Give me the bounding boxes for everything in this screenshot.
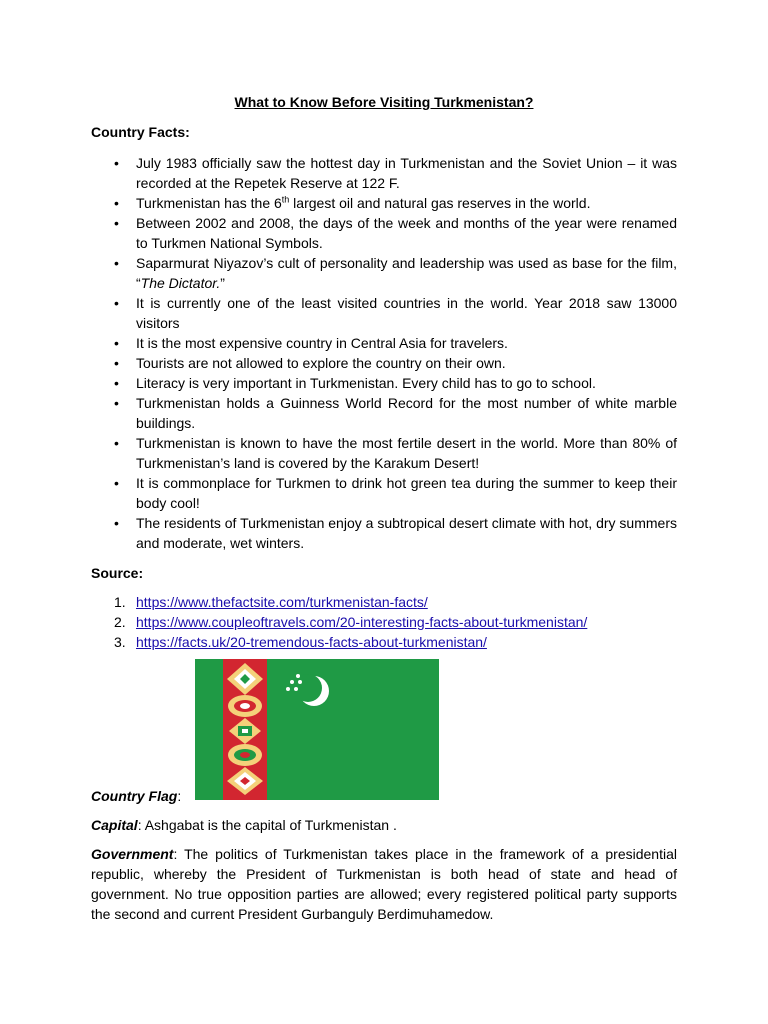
list-item: • It is the most expensive country in Central Asia for travelers.	[114, 335, 508, 351]
bullet: •	[114, 215, 119, 231]
list-item: • Literacy is very important in Turkmenistan. Every child has to go to school.	[114, 375, 596, 391]
government-label: Government	[91, 846, 174, 862]
list-item: 2. https://www.coupleoftravels.com/20-interesting-facts-about-turkmenistan/	[114, 614, 588, 630]
list-item: • It is currently one of the least visited countries in the world. Year 2018 saw 13000 visitors	[114, 295, 677, 331]
government-paragraph: Government: The politics of Turkmenistan takes place in the framework of a presidential republic, whereby the President of Turkmenistan is both head of state and head of government. No true opposition parties are allowed; every registered political party supports the second and current President Gurbanguly Berdimuhamedow.	[91, 846, 677, 922]
bullet: •	[114, 515, 119, 531]
list-item: • Saparmurat Niyazov’s cult of personality and leadership was used as base for the film, “The Dictator.”	[114, 255, 677, 291]
sources-list	[114, 592, 587, 652]
list-item: 3. https://facts.uk/20-tremendous-facts-about-turkmenistan/	[114, 634, 487, 650]
bullet: •	[114, 375, 119, 391]
country-flag-line: Country Flag:	[91, 788, 182, 804]
bullet: •	[114, 335, 119, 351]
source-heading: Source:	[91, 565, 144, 581]
list-item: • The residents of Turkmenistan enjoy a subtropical desert climate with hot, dry summers and moderate, wet winters.	[114, 515, 677, 551]
capital-label: Capital	[91, 817, 138, 833]
country-flag-label: Country Flag	[91, 788, 178, 804]
list-item: • Between 2002 and 2008, the days of the week and months of the year were renamed to Turkmen National Symbols.	[114, 215, 677, 251]
list-item: • Turkmenistan holds a Guinness World Record for the most number of white marble buildings.	[114, 395, 677, 431]
bullet: •	[114, 355, 119, 371]
bullet: •	[114, 155, 119, 171]
list-item: • July 1983 officially saw the hottest day in Turkmenistan and the Soviet Union – it was recorded at the Repetek Reserve at 122 F.	[114, 155, 677, 191]
source-link-2[interactable]: https://www.coupleoftravels.com/20-interesting-facts-about-turkmenistan/	[136, 614, 588, 630]
bullet: •	[114, 395, 119, 411]
facts-list	[114, 153, 677, 553]
list-item: • Turkmenistan has the 6th largest oil and natural gas reserves in the world.	[114, 194, 591, 211]
list-item: • Turkmenistan is known to have the most fertile desert in the world. More than 80% of Turkmenistan’s land is covered by the Karakum Desert!	[114, 435, 677, 471]
source-link-3[interactable]: https://facts.uk/20-tremendous-facts-about-turkmenistan/	[136, 634, 487, 650]
bullet: •	[114, 295, 119, 311]
bullet: •	[114, 435, 119, 451]
capital-paragraph: Capital: Ashgabat is the capital of Turkmenistan .	[91, 817, 397, 833]
bullet: •	[114, 475, 119, 491]
list-item: 1. https://www.thefactsite.com/turkmenistan-facts/	[114, 594, 428, 610]
bullet: •	[114, 255, 119, 271]
list-item: • Tourists are not allowed to explore the country on their own.	[114, 355, 506, 371]
country-facts-heading: Country Facts:	[91, 124, 190, 140]
list-item: • It is commonplace for Turkmen to drink hot green tea during the summer to keep their body cool!	[114, 475, 677, 511]
source-link-1[interactable]: https://www.thefactsite.com/turkmenistan-facts/	[136, 594, 428, 610]
bullet: •	[114, 195, 119, 211]
turkmenistan-flag-image	[195, 659, 439, 800]
page-title: What to Know Before Visiting Turkmenistan?	[234, 94, 534, 110]
